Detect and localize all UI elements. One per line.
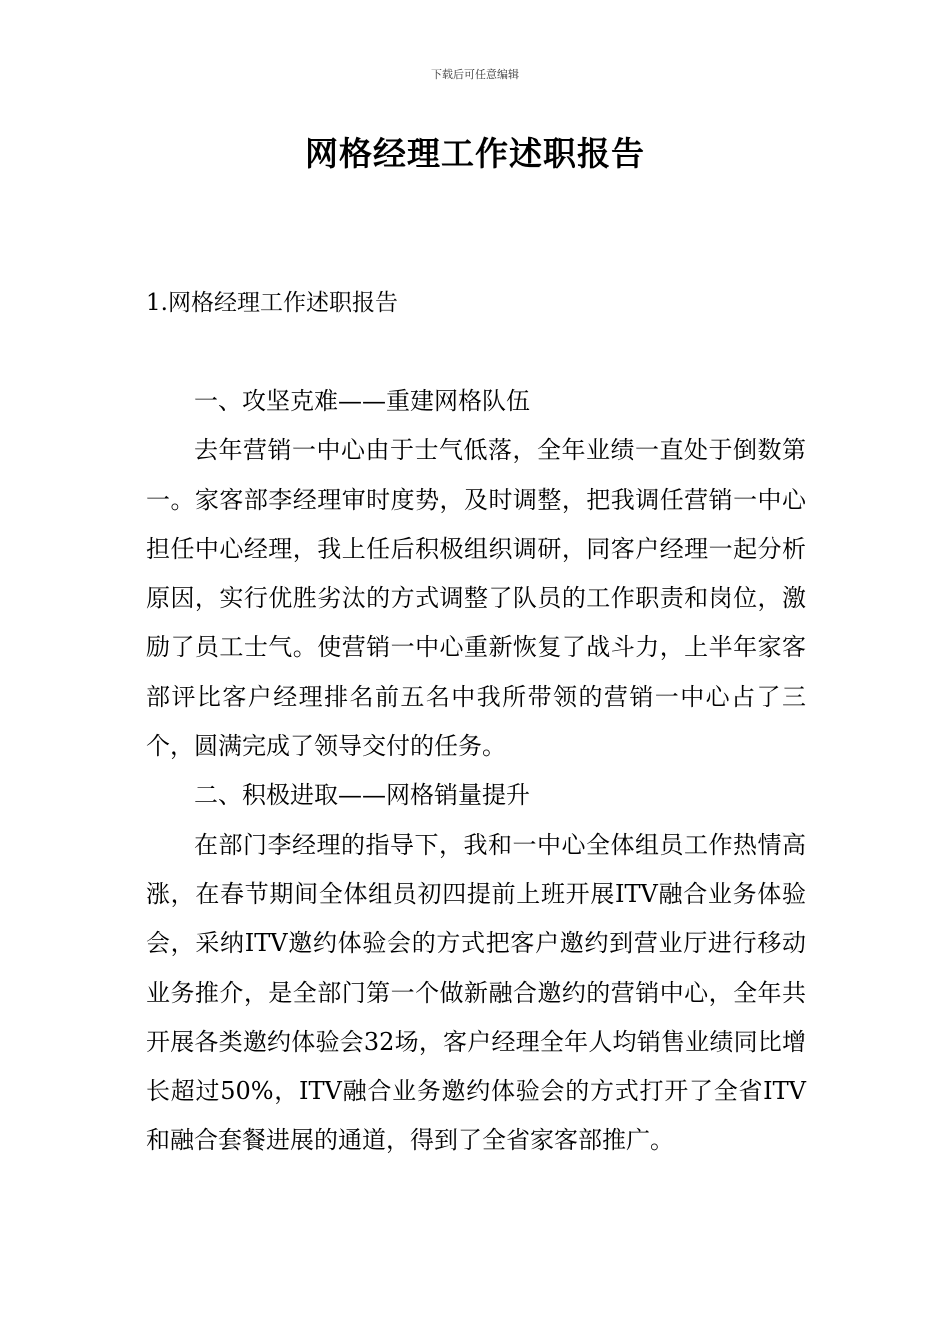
- section-heading: 1.网格经理工作述职报告: [146, 290, 398, 316]
- subheading-1: 一、攻坚克难——重建网格队伍: [194, 387, 530, 415]
- header-note: 下载后可任意编辑: [431, 68, 519, 81]
- subheading-2: 二、积极进取——网格销量提升: [194, 781, 530, 810]
- document-title: 网格经理工作述职报告: [305, 134, 645, 173]
- paragraph-2: 在部门李经理的指导下，我和一中心全体组员工作热情高涨，在春节期间全体组员初四提前上班开展ITV融合业务体验会，采纳ITV邀约体验会的方式把客户邀约到营业厅进行移动业务推介，是全部门第一个做新融合邀约的营销中心，全年共开展各类邀约体验会32场，客户经理全年人均销售业绩同比增长超过50%，ITV融合业务邀约体验会的方式打开了全省ITV和融合套餐进展的通道，得到了全省家客部推广。: [146, 830, 806, 1155]
- paragraph-1: 去年营销一中心由于士气低落，全年业绩一直处于倒数第一。家客部李经理审时度势，及时调整，把我调任营销一中心担任中心经理，我上任后积极组织调研，同客户经理一起分析原因，实行优胜劣汰的方式调整了队员的工作职责和岗位，激励了员工士气。使营销一中心重新恢复了战斗力，上半年家客部评比客户经理排名前五名中我所带领的营销一中心占了三个，圆满完成了领导交付的任务。: [146, 436, 806, 761]
- document-body: [146, 377, 806, 1166]
